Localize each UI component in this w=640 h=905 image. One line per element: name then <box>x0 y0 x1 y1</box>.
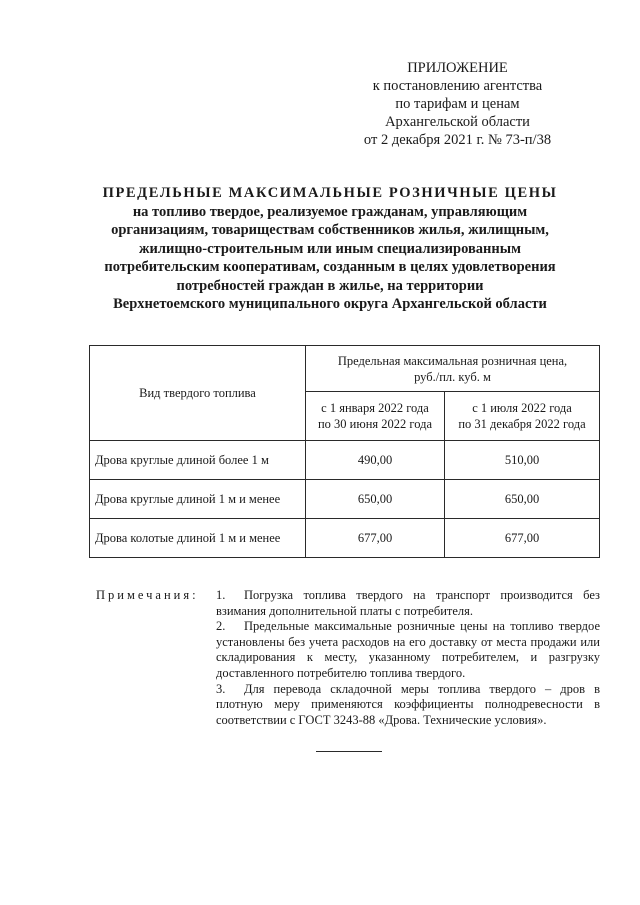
table-row <box>90 519 600 558</box>
title-line: потребительским кооперативам, созданным в целях удовлетворения <box>104 259 556 275</box>
document-title <box>80 184 580 314</box>
appendix-line: по тарифам и ценам <box>395 96 520 112</box>
fuel-type-cell: Дрова круглые длиной более 1 м <box>90 441 306 480</box>
note-text: Предельные максимальные розничные цены на топливо твердое установлены без учета расходов на его доставку от места продажи или складирования к месту, указанному потребителем, и разгрузку доставленного потребителю топлива твердого. <box>216 619 600 680</box>
note-item <box>216 619 600 681</box>
table-header-row <box>90 346 600 392</box>
note-text: Погрузка топлива твердого на транспорт производится без взимания дополнительной платы с потребителя. <box>216 588 600 618</box>
title-line: потребностей граждан в жилье, на территории <box>176 277 484 294</box>
note-number: 1. <box>216 588 226 602</box>
period-header-1 <box>306 392 445 441</box>
title-heading: ПРЕДЕЛЬНЫЕ МАКСИМАЛЬНЫЕ РОЗНИЧНЫЕ ЦЕНЫ <box>102 185 558 201</box>
notes-label: Примечания: <box>96 588 199 602</box>
note-text: Для перевода складочной меры топлива твердого – дров в плотную меру применяются коэффициенты полнодревесности в соответствии с ГОСТ 3243-88 «Дрова. Технические условия». <box>216 681 600 727</box>
note-number: 3. <box>216 681 226 696</box>
appendix-line: Архангельской области <box>385 114 530 130</box>
table-row <box>90 441 600 480</box>
table-row <box>90 480 600 519</box>
price-group-header <box>306 346 600 392</box>
note-number: 2. <box>216 619 226 634</box>
period-start: с 1 января 2022 года <box>321 401 429 415</box>
title-line: Верхнетоемского муниципального округа Архангельской области <box>113 296 547 312</box>
price-cell: 677,00 <box>306 519 445 558</box>
fuel-type-header: Вид твердого топлива <box>90 346 306 441</box>
fuel-type-cell: Дрова колотые длиной 1 м и менее <box>90 519 306 558</box>
appendix-title: ПРИЛОЖЕНИЕ <box>407 60 508 76</box>
appendix-line: к постановлению агентства <box>372 78 543 94</box>
price-cell: 677,00 <box>445 519 600 558</box>
price-table <box>89 345 600 558</box>
appendix-date-line: от 2 декабря 2021 г. № 73-п/38 <box>363 132 552 148</box>
period-header-2 <box>445 392 600 441</box>
notes-list <box>216 588 600 728</box>
title-line: на топливо твердое, реализуемое гражданам, управляющим <box>132 203 528 220</box>
price-header-line: Предельная максимальная розничная цена, <box>337 353 568 368</box>
note-item <box>216 588 600 619</box>
price-cell: 510,00 <box>445 441 600 480</box>
price-cell: 490,00 <box>306 441 445 480</box>
title-line: организациям, товариществам собственников жилья, жилищным, <box>111 222 549 238</box>
price-header-unit: руб./пл. куб. м <box>414 369 491 384</box>
fuel-type-cell: Дрова круглые длиной 1 м и менее <box>90 480 306 519</box>
title-line: жилищно-строительным или иным специализированным <box>139 240 521 257</box>
end-rule <box>316 751 382 752</box>
period-end: по 30 июня 2022 года <box>317 417 433 431</box>
period-end: по 31 декабря 2022 года <box>458 417 586 431</box>
period-start: с 1 июля 2022 года <box>472 401 572 415</box>
price-cell: 650,00 <box>445 480 600 519</box>
note-item <box>216 682 600 729</box>
price-cell: 650,00 <box>306 480 445 519</box>
appendix-block <box>340 59 575 149</box>
